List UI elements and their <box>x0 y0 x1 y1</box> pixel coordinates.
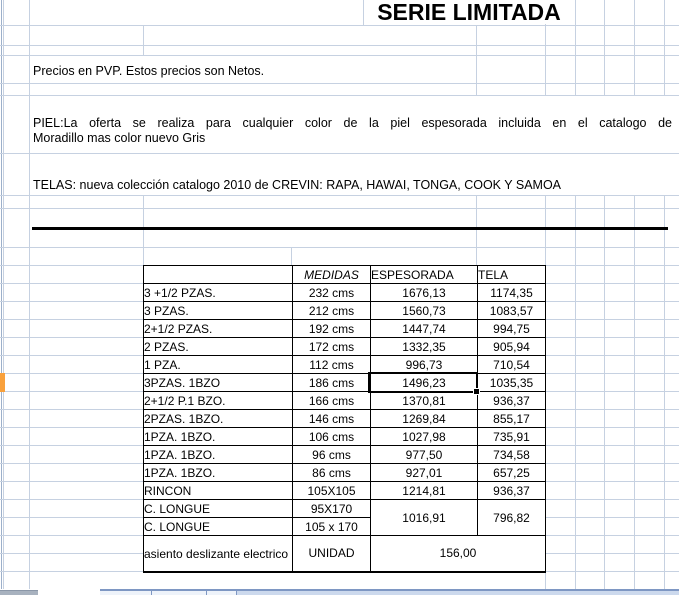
espesorada-cell[interactable]: 1447,74 <box>371 320 478 338</box>
medidas-cell[interactable]: 146 cms <box>293 410 371 428</box>
medidas-cell[interactable]: 186 cms <box>293 374 371 392</box>
gridline <box>291 247 292 265</box>
espesorada-cell[interactable]: 1676,13 <box>371 284 478 302</box>
table-row <box>144 374 546 392</box>
espesorada-cell[interactable]: 1214,81 <box>371 482 478 500</box>
table-row <box>144 536 546 572</box>
gridline <box>1 0 2 589</box>
table-row <box>144 410 546 428</box>
gridline <box>634 0 635 589</box>
name-cell[interactable]: 2+1/2 P.1 BZO. <box>144 392 293 410</box>
medidas-cell[interactable]: 192 cms <box>293 320 371 338</box>
name-cell[interactable]: asiento deslizante electrico <box>144 536 293 572</box>
name-cell[interactable]: 1 PZA. <box>144 356 293 374</box>
header-blank-cell[interactable] <box>144 266 293 284</box>
gridline <box>0 83 679 84</box>
gridline <box>0 195 679 196</box>
medidas-cell[interactable]: 106 cms <box>293 428 371 446</box>
espesorada-cell[interactable]: 1370,81 <box>371 392 478 410</box>
tela-cell[interactable]: 1035,35 <box>478 374 546 392</box>
gridline <box>0 45 679 46</box>
tela-cell[interactable]: 1083,57 <box>478 302 546 320</box>
espesorada-cell[interactable]: 996,73 <box>371 356 478 374</box>
table-row <box>144 446 546 464</box>
sheet-tab-bar <box>0 589 679 595</box>
table-row <box>144 500 546 518</box>
medidas-cell[interactable]: 232 cms <box>293 284 371 302</box>
name-cell[interactable]: C. LONGUE <box>144 500 293 518</box>
horizontal-scrollbar[interactable] <box>237 589 679 595</box>
tela-cell[interactable]: 855,17 <box>478 410 546 428</box>
active-cell-selection[interactable] <box>368 372 478 393</box>
medidas-cell[interactable]: 96 cms <box>293 446 371 464</box>
gridline <box>575 0 576 589</box>
gridline <box>0 247 679 248</box>
table-row <box>144 302 546 320</box>
medidas-cell[interactable]: 172 cms <box>293 338 371 356</box>
espesorada-cell[interactable]: 1016,91 <box>371 500 478 536</box>
name-cell[interactable]: 3 PZAS. <box>144 302 293 320</box>
table-row <box>144 320 546 338</box>
table-row <box>144 428 546 446</box>
note-precios[interactable]: Precios en PVP. Estos precios son Netos. <box>30 56 440 83</box>
gridline <box>3 0 4 589</box>
header-tela[interactable]: TELA <box>478 266 546 284</box>
note-piel-line2: Moradillo mas color nuevo Gris <box>33 131 206 145</box>
medidas-cell[interactable]: 105 x 170 <box>293 518 371 536</box>
espesorada-cell[interactable]: 977,50 <box>371 446 478 464</box>
tela-cell[interactable]: 994,75 <box>478 320 546 338</box>
gridline <box>0 208 679 209</box>
name-cell[interactable]: 2+1/2 PZAS. <box>144 320 293 338</box>
tela-cell[interactable]: 735,91 <box>478 428 546 446</box>
tela-cell[interactable]: 796,82 <box>478 500 546 536</box>
tela-cell[interactable]: 710,54 <box>478 356 546 374</box>
table-row <box>144 284 546 302</box>
name-cell[interactable]: 1PZA. 1BZO. <box>144 464 293 482</box>
table-row <box>144 464 546 482</box>
gridline <box>143 195 144 265</box>
espesorada-cell[interactable]: 1496,23 <box>371 374 478 392</box>
espesorada-cell[interactable]: 1560,73 <box>371 302 478 320</box>
note-piel[interactable] <box>30 96 679 153</box>
gridline <box>0 25 679 26</box>
gridline <box>664 0 665 589</box>
medidas-cell[interactable]: 86 cms <box>293 464 371 482</box>
table-row <box>144 356 546 374</box>
sheet-tab[interactable] <box>100 589 152 595</box>
gridline <box>604 0 605 589</box>
espesorada-cell[interactable]: 927,01 <box>371 464 478 482</box>
tela-cell[interactable]: 657,25 <box>478 464 546 482</box>
table-row <box>144 338 546 356</box>
name-cell[interactable]: 3PZAS. 1BZO <box>144 374 293 392</box>
header-medidas[interactable]: MEDIDAS <box>293 266 371 284</box>
medidas-cell[interactable]: 212 cms <box>293 302 371 320</box>
espesorada-cell[interactable]: 1269,84 <box>371 410 478 428</box>
table-row <box>144 482 546 500</box>
name-cell[interactable]: 1PZA. 1BZO. <box>144 446 293 464</box>
espesorada-cell[interactable]: 1027,98 <box>371 428 478 446</box>
note-telas[interactable]: TELAS: nueva colección catalogo 2010 de CREVIN: RAPA, HAWAI, TONGA, COOK Y SAMOA <box>30 154 679 195</box>
note-piel-line1: PIEL:La oferta se realiza para cualquier color de la piel espesorada incluida en el catalogo de <box>33 116 672 130</box>
gridline <box>29 0 30 589</box>
divider-rule <box>32 227 668 230</box>
medidas-cell[interactable]: 95X170 <box>293 500 371 518</box>
medidas-cell[interactable]: UNIDAD <box>293 536 371 572</box>
header-espesorada[interactable]: ESPESORADA <box>371 266 478 284</box>
name-cell[interactable]: 2PZAS. 1BZO. <box>144 410 293 428</box>
espesorada-cell[interactable]: 1332,35 <box>371 338 478 356</box>
tela-cell[interactable]: 936,37 <box>478 392 546 410</box>
name-cell[interactable]: 3 +1/2 PZAS. <box>144 284 293 302</box>
table-row <box>144 392 546 410</box>
sheet-tab[interactable] <box>152 589 207 595</box>
gridline <box>143 25 144 55</box>
name-cell[interactable]: 1PZA. 1BZO. <box>144 428 293 446</box>
medidas-cell[interactable]: 105X105 <box>293 482 371 500</box>
name-cell[interactable]: C. LONGUE <box>144 518 293 536</box>
price-merged-cell[interactable]: 156,00 <box>371 536 546 572</box>
sheet-tab[interactable] <box>207 589 237 595</box>
sheet-tab-active[interactable] <box>0 590 38 595</box>
price-table <box>143 265 546 573</box>
tela-cell[interactable]: 936,37 <box>478 482 546 500</box>
fill-handle[interactable] <box>473 388 480 395</box>
tela-cell[interactable]: 905,94 <box>478 338 546 356</box>
medidas-cell[interactable]: 166 cms <box>293 392 371 410</box>
table-header-row <box>144 266 546 284</box>
tela-cell[interactable]: 1174,35 <box>478 284 546 302</box>
medidas-cell[interactable]: 112 cms <box>293 356 371 374</box>
name-cell[interactable]: 2 PZAS. <box>144 338 293 356</box>
name-cell[interactable]: RINCON <box>144 482 293 500</box>
page-title: SERIE LIMITADA <box>364 0 574 24</box>
tela-cell[interactable]: 734,58 <box>478 446 546 464</box>
orange-cell-marker <box>0 373 5 392</box>
